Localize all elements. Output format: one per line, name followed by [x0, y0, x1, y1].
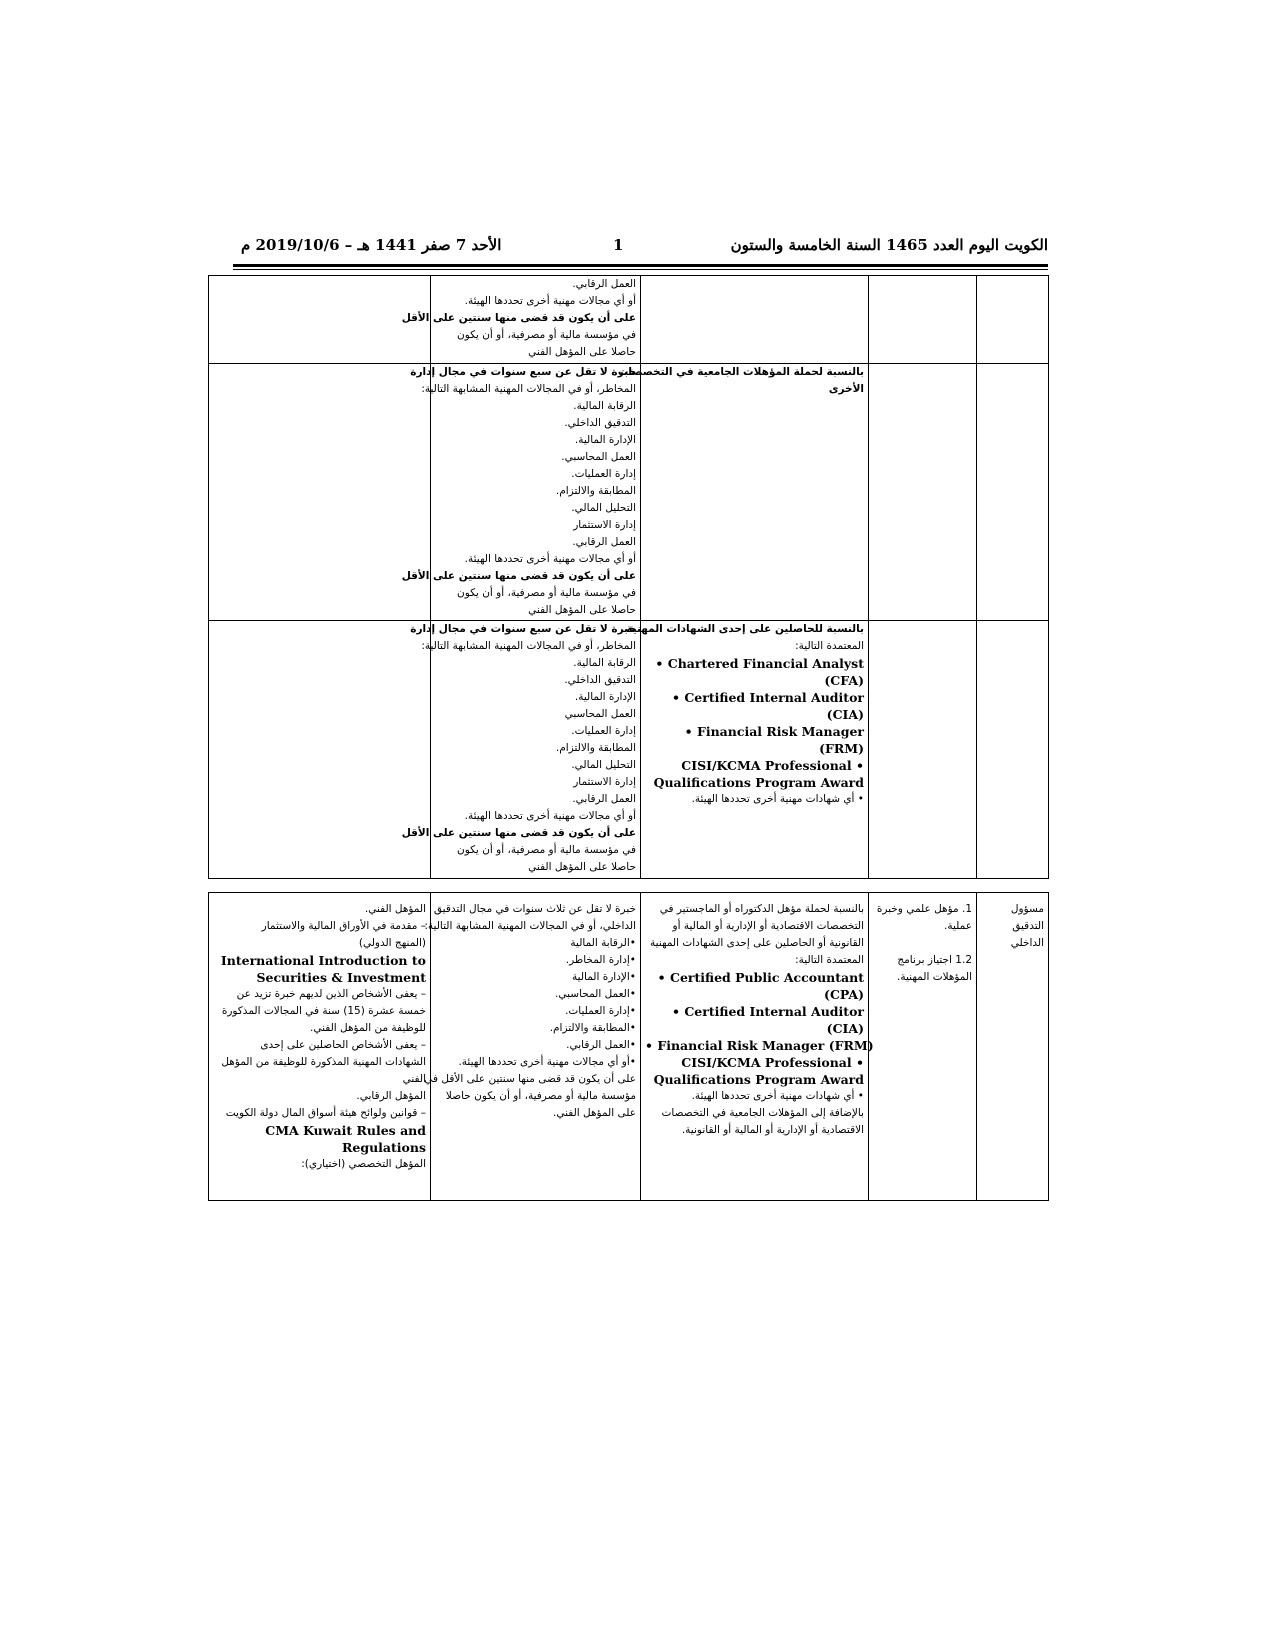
text-line: • أي شهادات مهنية أخرى تحددها الهيئة. [691, 1090, 864, 1102]
text-line: خبرة لا تقل عن سبع سنوات في مجال إدارة [410, 623, 636, 635]
text-line: التدقيق الداخلي. [564, 417, 636, 429]
certificate-line: • Financial Risk Manager [684, 724, 864, 739]
certificate-line: Qualifications Program Award [653, 775, 864, 790]
text-line: في مؤسسة مالية أو مصرفية، أو أن يكون [457, 329, 636, 341]
experience-cell [401, 276, 641, 364]
text-line: • أي شهادات مهنية أخرى تحددها الهيئة. [691, 793, 864, 805]
text-line: حاصلا على المؤهل الفني [528, 604, 636, 616]
text-line: أو أي مجالات مهنية أخرى تحددها الهيئة. [464, 810, 636, 822]
spacer [873, 935, 972, 952]
certificate-line: (FRM) [819, 741, 864, 756]
text-line: المؤهل الرقابي. [356, 1090, 426, 1102]
text-line: إدارة العمليات. [571, 725, 636, 737]
text-line: •الإدارة المالية [572, 971, 636, 983]
text-line: •الرقابة المالية [570, 937, 636, 949]
certificate-line: • Chartered Financial Analyst [655, 656, 864, 671]
job-title-cell [977, 364, 1049, 621]
course-name-line: CMA Kuwait Rules and [265, 1123, 426, 1138]
certificate-line: (CIA) [826, 707, 864, 722]
certificate-line: (CIA) [826, 1021, 864, 1036]
job-title-cell [977, 621, 1049, 879]
text-line: العمل الرقابي. [572, 278, 636, 290]
job-title-line: مسؤول [1010, 903, 1044, 915]
internal-auditor-table [208, 892, 1049, 1201]
text-line: – يعفى الأشخاص الذين لديهم خبرة تزيد عن [236, 988, 426, 1000]
technical-qualification-cell [209, 621, 431, 879]
text-line: على المؤهل الفني. [553, 1107, 636, 1119]
text-line: الرقابة المالية. [573, 400, 636, 412]
certificate-line: CISI/KCMA Professional • [681, 1055, 864, 1070]
text-line: بالإضافة إلى المؤهلات الجامعية في التخصصات [661, 1107, 864, 1119]
text-line: – يعفى الأشخاص الحاصلين على إحدى [260, 1039, 426, 1051]
certificate-line: CISI/KCMA Professional • [681, 758, 864, 773]
text-line: العمل المحاسبي. [561, 451, 636, 463]
text-line: الإدارة المالية. [574, 434, 636, 446]
text-line: للوظيفة من المؤهل الفني. [310, 1022, 426, 1034]
header-date: الأحد 7 صفر 1441 هـ – 2019/10/6 م [241, 236, 502, 254]
text-line: 1.2 اجتياز برنامج [897, 954, 972, 966]
header-rule-thick [233, 264, 1048, 267]
text-line: العمل الرقابي. [572, 536, 636, 548]
text-line: المؤهلات المهنية. [897, 971, 972, 983]
text-line: عملية. [944, 920, 972, 932]
course-name-line: International Introduction to [220, 953, 426, 968]
text-line: •إدارة العمليات. [565, 1005, 636, 1017]
text-line: 1. مؤهل علمي وخبرة [876, 903, 972, 915]
text-line: الاقتصادية أو الإدارية أو المالية أو القانونية. [681, 1124, 864, 1136]
experience-cell [401, 621, 641, 879]
text-line: العمل المحاسبي [564, 708, 636, 720]
text-line: •العمل الرقابي. [566, 1039, 636, 1051]
text-line: الإدارة المالية. [574, 691, 636, 703]
text-line: التحليل المالي. [571, 502, 636, 514]
table-row [209, 364, 1049, 621]
text-line: الداخلي، أو في المجالات المهنية المشابهة التالية: [424, 920, 636, 932]
text-line: المعتمدة التالية: [795, 954, 864, 966]
text-line: على أن يكون قد قضى منها سنتين على الأقل [401, 570, 636, 582]
text-line: الفني [402, 1073, 426, 1085]
certificate-line: • Certified Internal Auditor [672, 1004, 864, 1019]
header-rule-thin [233, 269, 1048, 270]
text-line: •أو أي مجالات مهنية أخرى تحددها الهيئة. [458, 1056, 636, 1068]
text-line: العمل الرقابي. [572, 793, 636, 805]
text-line: حاصلا على المؤهل الفني [528, 861, 636, 873]
certificate-line: • Financial Risk Manager (FRM) [645, 1038, 874, 1053]
text-line: •العمل المحاسبي. [555, 988, 636, 1000]
text-line: – مقدمة في الأوراق المالية والاستثمار [261, 920, 426, 932]
text-line: التحليل المالي. [571, 759, 636, 771]
certificate-line: • Certified Internal Auditor [672, 690, 864, 705]
text-line: المعتمدة التالية: [795, 640, 864, 652]
qualification-cell [641, 893, 874, 1201]
text-line: المؤهل الفني. [364, 903, 426, 915]
text-line: خبرة لا تقل عن ثلاث سنوات في مجال التدقيق [433, 903, 636, 915]
text-line: المطابقة والالتزام. [555, 742, 636, 754]
text-line: بالنسبة للحاصلين على إحدى الشهادات المهنية [626, 623, 864, 635]
text-line: بالنسبة لحملة مؤهل الدكتوراه أو الماجستير في [659, 903, 864, 915]
text-line: أو أي مجالات مهنية أخرى تحددها الهيئة. [464, 295, 636, 307]
requirements-cell [869, 276, 977, 364]
table-row [209, 276, 1049, 364]
text-line: الأخرى [828, 383, 864, 395]
certificate-line: (CPA) [824, 987, 864, 1002]
qualification-cell [617, 364, 869, 621]
text-line: أو أي مجالات مهنية أخرى تحددها الهيئة. [464, 553, 636, 565]
text-line: إدارة الاستثمار [573, 776, 636, 788]
table-row [209, 621, 1049, 879]
technical-qualification-cell [209, 276, 431, 364]
text-line: المؤهل التخصصي (اختياري): [301, 1158, 426, 1170]
technical-qualification-cell [209, 893, 431, 1201]
requirements-cell [869, 621, 977, 879]
text-line: •المطابقة والالتزام. [549, 1022, 636, 1034]
text-line: في مؤسسة مالية أو مصرفية، أو أن يكون [457, 587, 636, 599]
table-row [209, 893, 1049, 1201]
header-publication: الكويت اليوم العدد 1465 السنة الخامسة والستون [730, 236, 1048, 254]
text-line: التخصصات الاقتصادية أو الإدارية أو المالية أو [672, 920, 864, 932]
text-line: إدارة الاستثمار [573, 519, 636, 531]
text-line: خبرة لا تقل عن سبع سنوات في مجال إدارة [410, 366, 636, 378]
text-line: في مؤسسة مالية أو مصرفية، أو أن يكون [457, 844, 636, 856]
course-name-line: Securities & Investment [256, 970, 426, 985]
text-line: المخاطر، أو في المجالات المهنية المشابهة التالية: [421, 383, 636, 395]
job-title-cell [977, 276, 1049, 364]
text-line: الشهادات المهنية المذكورة للوظيفة من المؤهل [221, 1056, 426, 1068]
text-line: مؤسسة مالية أو مصرفية، أو أن يكون حاصلا [445, 1090, 636, 1102]
job-title-line: الداخلي [1010, 937, 1044, 949]
certificate-line: • Certified Public Accountant [657, 970, 864, 985]
text-line: المخاطر، أو في المجالات المهنية المشابهة التالية: [421, 640, 636, 652]
text-line: بالنسبة لحملة المؤهلات الجامعية في التخصصات [617, 366, 864, 378]
page-header [233, 236, 1048, 260]
course-name-line: Regulations [341, 1140, 426, 1155]
text-line: على أن يكون قد قضى منها سنتين على الأقل في [424, 1073, 636, 1085]
text-line: خمسة عشرة (15) سنة في المجالات المذكورة [221, 1005, 426, 1017]
certificate-line: (CFA) [824, 673, 864, 688]
requirements-cell [869, 364, 977, 621]
qualification-cell [626, 621, 869, 879]
text-line: على أن يكون قد قضى منها سنتين على الأقل [401, 827, 636, 839]
text-line: القانونية أو الحاصلين على إحدى الشهادات المهنية [650, 937, 864, 949]
experience-cell [424, 893, 641, 1201]
text-line: إدارة العمليات. [571, 468, 636, 480]
text-line: – قوانين ولوائح هيئة أسواق المال دولة الكويت [225, 1107, 426, 1119]
requirements-table-continued [208, 275, 1049, 879]
text-line: على أن يكون قد قضى منها سنتين على الأقل [401, 312, 636, 324]
text-line: حاصلا على المؤهل الفني [528, 346, 636, 358]
header-page-number: 1 [613, 236, 624, 254]
text-line: الرقابة المالية. [573, 657, 636, 669]
text-line: (المنهج الدولي) [358, 937, 426, 949]
technical-qualification-cell [209, 364, 431, 621]
qualification-cell [641, 276, 869, 364]
experience-cell [401, 364, 641, 621]
text-line: •إدارة المخاطر. [565, 954, 636, 966]
job-title-cell [977, 893, 1049, 1201]
certificate-line: Qualifications Program Award [653, 1072, 864, 1087]
text-line: التدقيق الداخلي. [564, 674, 636, 686]
requirements-cell [869, 893, 977, 1201]
job-title-line: التدقيق [1012, 920, 1044, 932]
text-line: المطابقة والالتزام. [555, 485, 636, 497]
